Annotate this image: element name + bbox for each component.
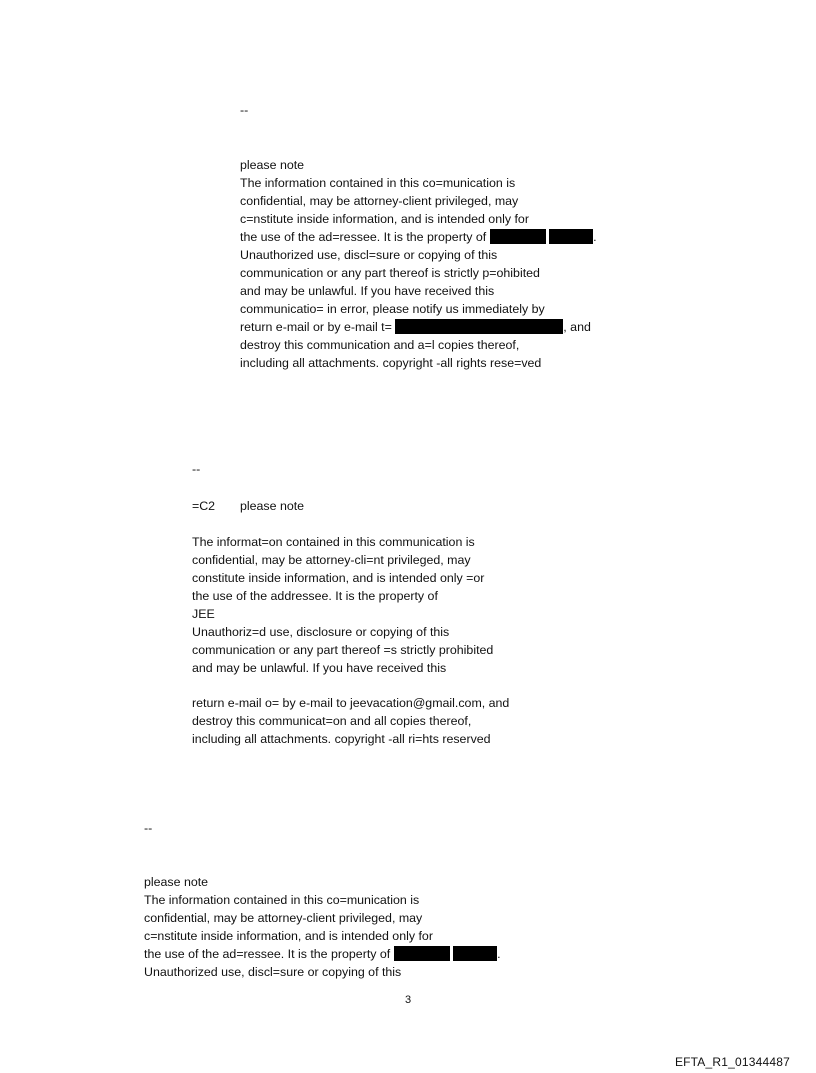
note-line: Unauthorized use, discl=sure or copying of this — [144, 965, 402, 979]
note-text: . — [497, 947, 501, 961]
note-line: confidential, may be attorney-client privileged, may — [240, 194, 519, 208]
note-line: the use of the addressee. It is the property of — [192, 589, 438, 603]
note-line: communication or any part thereof is strictly p=ohibited — [240, 266, 540, 280]
note-line: The information contained in this co=munication is — [240, 176, 516, 190]
document-id: EFTA_R1_01344487 — [674, 1055, 790, 1069]
redaction-block — [395, 319, 563, 334]
separator: -- — [192, 462, 201, 476]
note-line: please note — [240, 158, 305, 172]
note-line: c=nstitute inside information, and is intended only for — [240, 212, 529, 226]
note-line: constitute inside information, and is intended only =or — [192, 571, 485, 585]
note-text: the use of the ad=ressee. It is the property of — [240, 230, 487, 244]
note-line: Unauthorized use, discl=sure or copying of this — [240, 248, 498, 262]
note-heading: please note — [240, 499, 305, 513]
note-line: confidential, may be attorney-client privileged, may — [144, 911, 423, 925]
redaction-block — [490, 229, 546, 244]
separator: -- — [144, 821, 153, 835]
note-line: return e-mail o= by e-mail to jeevacation@gmail.com, and — [192, 696, 510, 710]
note-line: The information contained in this co=munication is — [144, 893, 420, 907]
redaction-block — [549, 229, 593, 244]
note-line: including all attachments. copyright -all rights rese=ved — [240, 356, 542, 370]
redaction-block — [394, 946, 450, 961]
note-line: destroy this communication and a=l copies thereof, — [240, 338, 520, 352]
note-text: , and — [563, 320, 591, 334]
note-text: return e-mail or by e-mail t= — [240, 320, 392, 334]
note-text: . — [593, 230, 597, 244]
note-line: The informat=on contained in this communication is — [192, 535, 475, 549]
note-line: Unauthoriz=d use, disclosure or copying of this — [192, 625, 450, 639]
note-line: communicatio= in error, please notify us immediately by — [240, 302, 545, 316]
note-line: communication or any part thereof =s strictly prohibited — [192, 643, 494, 657]
note-prefix: =C2 — [192, 499, 216, 513]
note-line: JEE — [192, 607, 215, 621]
note-line: and may be unlawful. If you have received this — [240, 284, 495, 298]
note-line: including all attachments. copyright -all ri=hts reserved — [192, 732, 491, 746]
note-line: and may be unlawful. If you have received this — [192, 661, 447, 675]
note-text: the use of the ad=ressee. It is the property of — [144, 947, 391, 961]
note-line — [240, 318, 591, 336]
note-line: please note — [144, 875, 209, 889]
note-line — [240, 228, 597, 246]
note-line: c=nstitute inside information, and is intended only for — [144, 929, 433, 943]
note-line — [144, 945, 501, 963]
page-number: 3 — [404, 994, 412, 1006]
separator: -- — [240, 103, 249, 117]
note-line: confidential, may be attorney-cli=nt privileged, may — [192, 553, 471, 567]
note-line: destroy this communicat=on and all copies thereof, — [192, 714, 472, 728]
redaction-block — [453, 946, 497, 961]
